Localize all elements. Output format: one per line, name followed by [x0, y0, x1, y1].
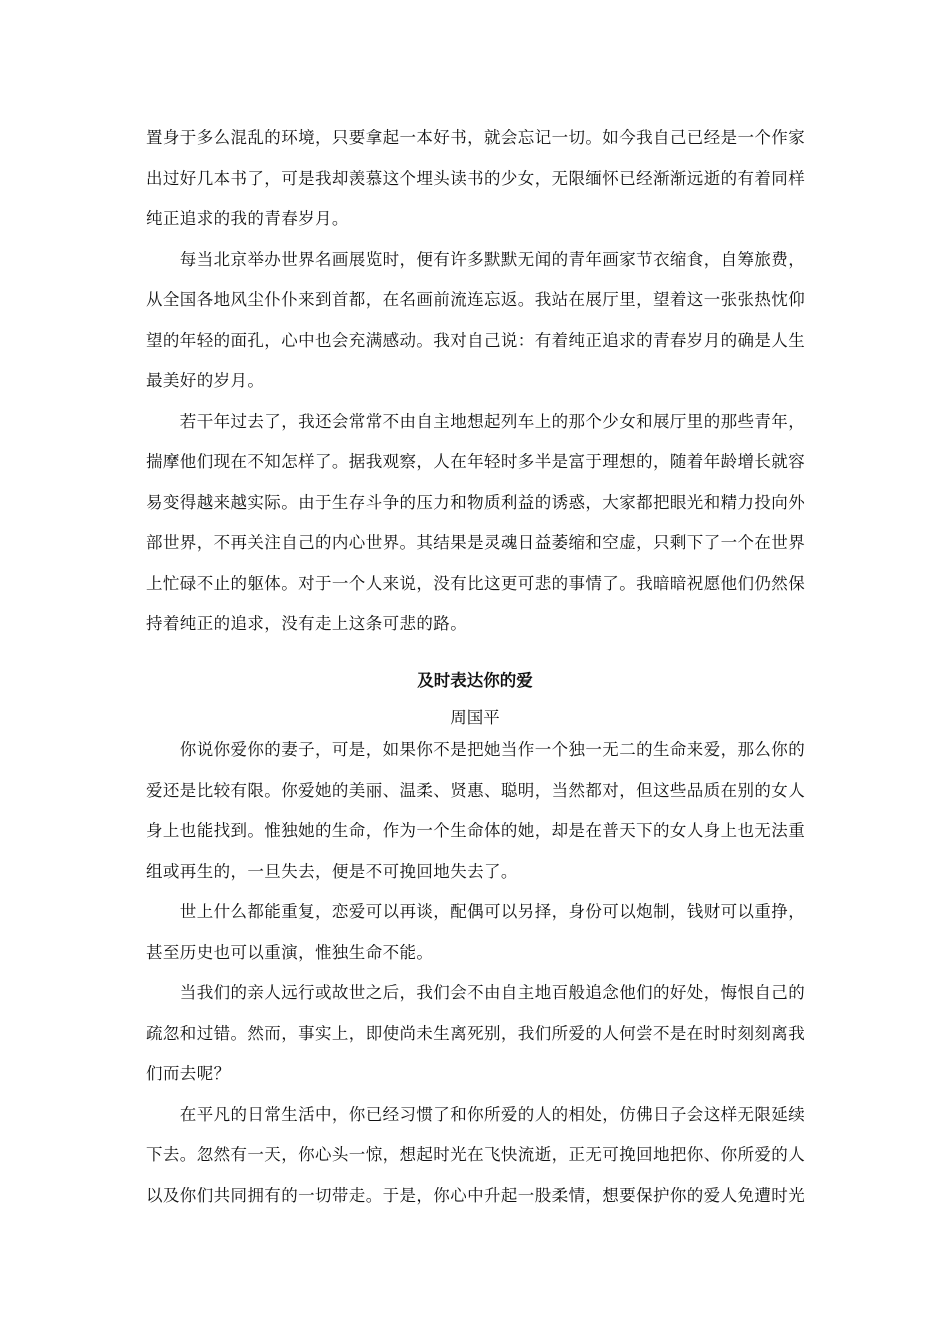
body-paragraph: 置身于多么混乱的环境，只要拿起一本好书，就会忘记一切。如今我自己已经是一个作家 出过好几本书了，可是我却羡慕这个埋头读书的少女，无限缅怀已经渐渐远逝的有着同样 纯正追求的我的青春岁月。: [146, 128, 806, 228]
body-paragraph: 若干年过去了，我还会常常不由自主地想起列车上的那个少女和展厅里的那些青年， 揣摩他们现在不知怎样了。据我观察，人在年轻时多半是富于理想的，随着年龄增长就容 易变得越来越实际。由于生存斗争的压力和物质利益的诱惑，大家都把眼光和精力投向外 部世界，不再关注自己的内心世界。其结果是灵魂日益萎缩和空虚，只剩下了一个在世界 上忙碌不止的躯体。对于一个人来说，没有比这更可悲的事情了。我暗暗祝愿他们仍然保 持着纯正的追求，没有走上这条可悲的路。: [146, 411, 806, 633]
body-paragraph: 每当北京举办世界名画展览时，便有许多默默无闻的青年画家节衣缩食，自筹旅费， 从全国各地风尘仆仆来到首都，在名画前流连忘返。我站在展厅里，望着这一张张热忱仰 望的年轻的面孔，心中也会充满感动。我对自己说：有着纯正追求的青春岁月的确是人生 最美好的岁月。: [146, 249, 806, 390]
article-title: 及时表达你的爱: [417, 671, 533, 690]
body-paragraph: 在平凡的日常生活中，你已经习惯了和你所爱的人的相处，仿佛日子会这样无限延续 下去。忽然有一天，你心头一惊，想起时光在飞快流逝，正无可挽回地把你、你所爱的人 以及你们共同拥有的一切带走。于是，你心中升起一股柔情，想要保护你的爱人免遭时光: [146, 1104, 806, 1205]
preceding-article-body: [146, 118, 810, 645]
article-body: [146, 730, 810, 1216]
body-paragraph: 你说你爱你的妻子，可是，如果你不是把她当作一个独一无二的生命来爱，那么你的 爱还是比较有限。你爱她的美丽、温柔、贤惠、聪明，当然都对，但这些品质在别的女人 身上也能找到。惟独她的生命，作为一个生命体的她，却是在普天下的女人身上也无法重 组或再生的，一旦失去，便是不可挽回地失去了。: [146, 740, 806, 881]
article-author: 周国平: [450, 708, 500, 727]
body-paragraph: 世上什么都能重复，恋爱可以再谈，配偶可以另择，身份可以炮制，钱财可以重挣， 甚至历史也可以重演，惟独生命不能。: [146, 902, 806, 962]
body-paragraph: 当我们的亲人远行或故世之后，我们会不由自主地百般追念他们的好处，悔恨自己的 疏忽和过错。然而，事实上，即使尚未生离死别，我们所爱的人何尝不是在时时刻刻离我 们而去呢？: [146, 983, 806, 1083]
